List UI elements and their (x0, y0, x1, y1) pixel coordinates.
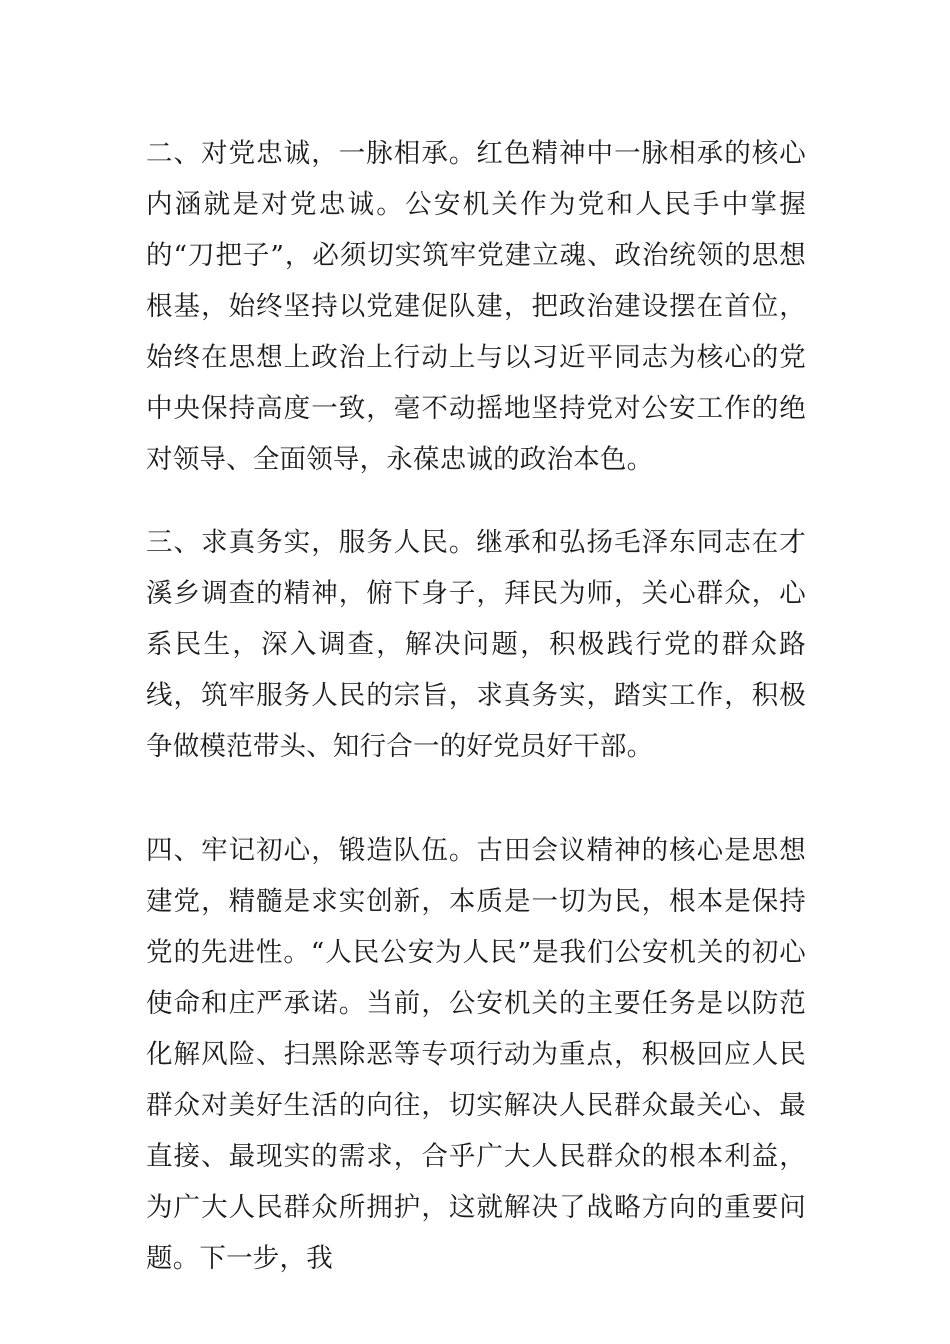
paragraph-loyalty-to-party: 二、对党忠诚，一脉相承。红色精神中一脉相承的核心内涵就是对党忠诚。公安机关作为党和人民手中掌握的“刀把子”，必须切实筑牢党建立魂、政治统领的思想根基，始终坚持以党建促队建，把政治建设摆在首位，始终在思想上政治上行动上与以习近平同志为核心的党中央保持高度一致，毫不动摇地坚持党对公安工作的绝对领导、全面领导，永葆忠诚的政治本色。 (146, 138, 806, 475)
paragraph-serve-the-people: 三、求真务实，服务人民。继承和弘扬毛泽东同志在才溪乡调查的精神，俯下身子，拜民为师，关心群众，心系民生，深入调查，解决问题，积极践行党的群众路线，筑牢服务人民的宗旨，求真务实，踏实工作，积极争做模范带头、知行合一的好党员好干部。 (146, 527, 806, 762)
paragraph-original-aspiration: 四、牢记初心，锻造队伍。古田会议精神的核心是思想建党，精髓是求实创新，本质是一切为民，根本是保持党的先进性。“人民公安为人民”是我们公安机关的初心使命和庄严承诺。当前，公安机关的主要任务是以防范化解风险、扫黑除恶等专项行动为重点，积极回应人民群众对美好生活的向往，切实解决人民群众最关心、最直接、最现实的需求，合乎广大人民群众的根本利益，为广大人民群众所拥护，这就解决了战略方向的重要问题。下一步，我 (146, 835, 806, 1274)
